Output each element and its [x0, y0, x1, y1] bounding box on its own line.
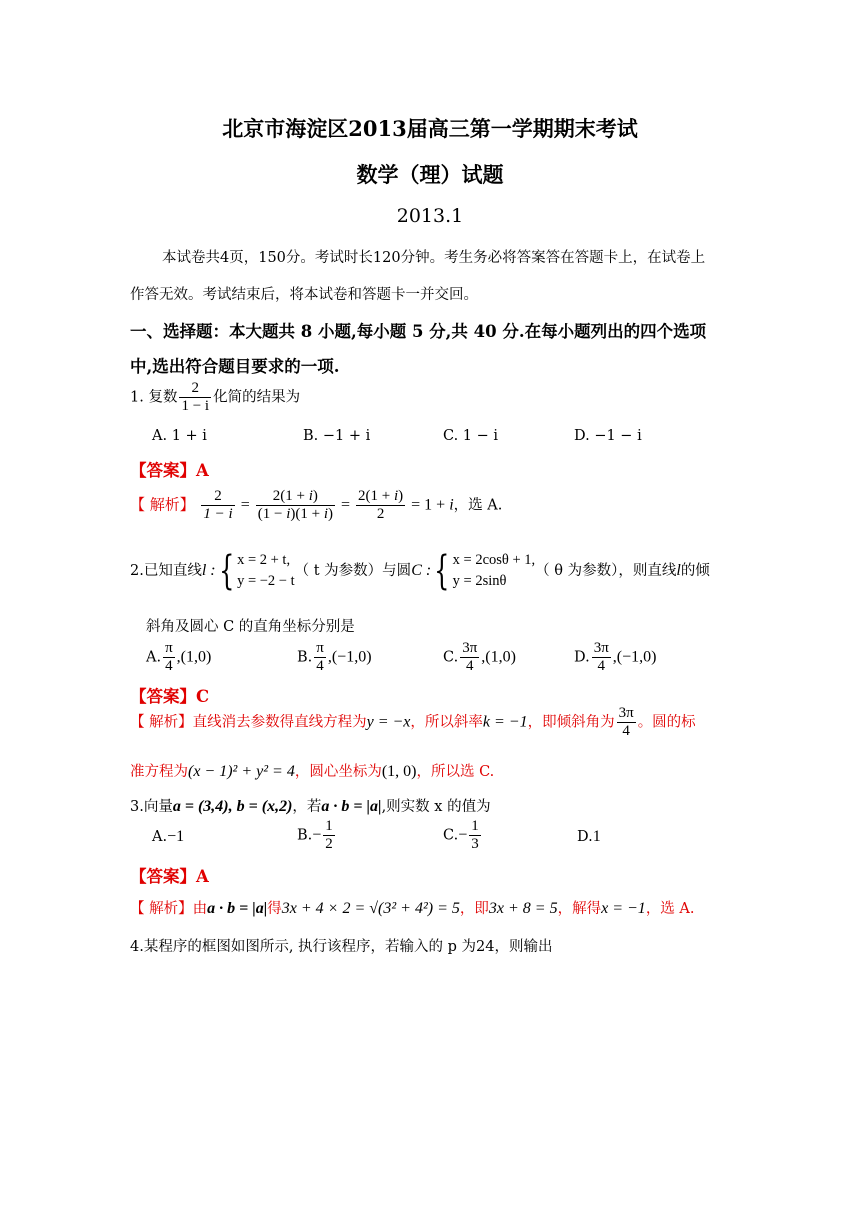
intro-line-2: 作答无效。考试结束后，将本试卷和答题卡一并交回。 — [130, 287, 478, 303]
q2-answer: 【答案】C — [130, 687, 210, 706]
q3-analysis-c: ，即 — [459, 901, 489, 917]
q2-circle-eq1: x = 2cosθ + 1, — [452, 552, 536, 568]
q2-analysis-eq-2: k = −1 — [482, 713, 528, 731]
document-subtitle: 数学（理）试题 — [356, 162, 504, 187]
q2-analysis-label: 【 解析】 — [130, 714, 193, 731]
q2-circle-eq2: y = 2sinθ — [452, 573, 507, 589]
q3-analysis — [130, 897, 695, 918]
document-date: 2013.1 — [396, 205, 464, 227]
q2-analysis-line-2-a: 准方程为 — [130, 764, 188, 780]
q2-option-b: B. $\frac{\pi}{4}$ ,(−1,0) — [297, 640, 372, 674]
q3-analysis-eq-1: 3x + 4 × 2 = √(3² + 4²) = 5 — [281, 900, 460, 917]
q2-stem-line-2: 斜角及圆心 C 的直角坐标分别是 — [146, 619, 355, 635]
q2-line-eq2: y = −2 − t — [237, 573, 295, 589]
q2-circle-system — [453, 550, 536, 592]
q3-mid: ，若 — [292, 799, 322, 815]
q2-line-eq1: x = 2 + t, — [237, 552, 291, 568]
q2-analysis-text-2: ，所以斜率 — [410, 714, 483, 731]
q2-line-system — [237, 550, 295, 592]
q2-circle-brace: { — [434, 548, 450, 594]
q2-analysis-line-2-c: ，所以选 C. — [416, 764, 495, 780]
q2-tail: 的倾 — [680, 563, 710, 579]
q1-analysis-label: 【 解析】 — [130, 495, 195, 514]
q3-analysis-e: ，选 A. — [645, 901, 695, 917]
q3-option-b: B.− $\frac{1}{2}$ — [297, 818, 333, 852]
q2-option-a: A. $\frac{\pi}{4}$ ,(1,0) — [146, 640, 212, 674]
q3-option-c: C.− $\frac{1}{3}$ — [443, 818, 479, 852]
section-heading-line-2: 中,选出符合题目要求的一项. — [130, 357, 340, 376]
q2-option-d: D. $\frac{3\pi}{4}$ ,(−1,0) — [574, 640, 657, 674]
q1-answer: 【答案】A — [130, 461, 209, 480]
q2-circle-name: C : — [411, 562, 432, 579]
q3-analysis-eq-2: 3x + 8 = 5 — [488, 900, 558, 917]
q2-circle-standard-eq: (x − 1)² + y² = 4 — [188, 763, 295, 780]
q3-option-a: A.−1 — [152, 828, 185, 845]
q2-analysis-line-1 — [130, 705, 696, 740]
q2-param-1: （ t 为参数）与圆 — [294, 563, 412, 579]
q1-fraction-num: 2 — [191, 380, 200, 396]
q3-analysis-a: 由 — [192, 901, 208, 917]
q2-line-name: l : — [201, 562, 216, 579]
q2-option-c: C. $\frac{3\pi}{4}$ ,(1,0) — [443, 640, 516, 674]
q1-analysis-frac-1: $\frac{2}{1 - i}$ — [203, 488, 233, 522]
q3-vectors: a = (3,4), b = (x,2) — [172, 798, 293, 815]
q1-analysis-frac-2: $\frac{2(1 + i)}{(1 - i)(1 + i)}$ — [257, 488, 333, 522]
q2-l-var: l — [676, 562, 681, 579]
q3-analysis-condition: a · b = |a| — [207, 900, 268, 917]
document-title: 北京市海淀区2013届高三第一学期期末考试 — [222, 116, 638, 141]
q2-analysis-frac: $\frac{3\pi}{4}$ — [618, 705, 634, 739]
q1-fraction — [179, 380, 211, 415]
q2-analysis-text-3: ，即倾斜角为 — [527, 714, 615, 731]
q2-stem-line-1 — [130, 550, 710, 592]
q2-analysis-text-4: 。圆的标 — [637, 714, 696, 731]
intro-line-1: 本试卷共4页，150分。考试时长120分钟。考生务必将答案答在答题卡上，在试卷上 — [162, 250, 706, 266]
q3-analysis-b: 得 — [267, 901, 282, 917]
q1-analysis-frac-3: $\frac{2(1 + i)}{2}$ — [358, 488, 404, 522]
q2-analysis-line-2-b: ，圆心坐标为 — [294, 764, 382, 780]
q3-analysis-eq-3: x = −1 — [601, 900, 646, 917]
q3-condition: a · b = |a| — [321, 798, 382, 815]
q1-stem — [130, 380, 300, 415]
q1-stem-prefix: 1. 复数 — [130, 389, 178, 406]
q2-line-brace: { — [218, 548, 234, 594]
q1-option-b: B. −1 + i — [303, 428, 371, 444]
q1-option-c: C. 1 − i — [443, 428, 499, 444]
q3-prefix: 3.向量 — [130, 799, 173, 815]
q1-stem-suffix: 化简的结果为 — [213, 389, 301, 406]
q4-stem: 4.某程序的框图如图所示, 执行该程序，若输入的 p 为24，则输出 — [130, 939, 553, 955]
section-heading-line-1: 一、选择题：本大题共 8 小题,每小题 5 分,共 40 分.在每小题列出的四个选项 — [130, 322, 707, 341]
q3-answer: 【答案】A — [130, 867, 209, 886]
q2-prefix: 2.已知直线 — [130, 563, 202, 579]
q3-analysis-label: 【 解析】 — [130, 901, 193, 917]
q2-analysis-eq-1: y = −x — [366, 713, 411, 731]
q2-analysis-line-2 — [130, 760, 494, 781]
q3-stem — [130, 795, 491, 816]
q2-center-coord: (1, 0) — [381, 763, 417, 780]
q1-fraction-den: 1 − i — [181, 398, 210, 414]
q2-analysis-text-1: 直线消去参数得直线方程为 — [192, 714, 367, 731]
q3-suffix: ,则实数 x 的值为 — [381, 799, 491, 815]
q1-option-d: D. −1 − i — [574, 428, 642, 444]
q3-analysis-d: ，解得 — [557, 901, 602, 917]
q2-param-2: （ θ 为参数），则直线 — [535, 563, 677, 579]
q1-option-a: A. 1 + i — [152, 428, 207, 444]
q1-analysis: 【 解析】 $\frac{2}{1 - i}$ = $\frac{2(1 + i)}{(1 - i)(1 + i)}$ = $\frac{2(1 + i)}{2}$ = 1 + i，选 A. — [130, 488, 503, 522]
q1-analysis-suffix: ，选 A. — [453, 497, 503, 514]
q3-option-d: D.1 — [577, 828, 601, 845]
